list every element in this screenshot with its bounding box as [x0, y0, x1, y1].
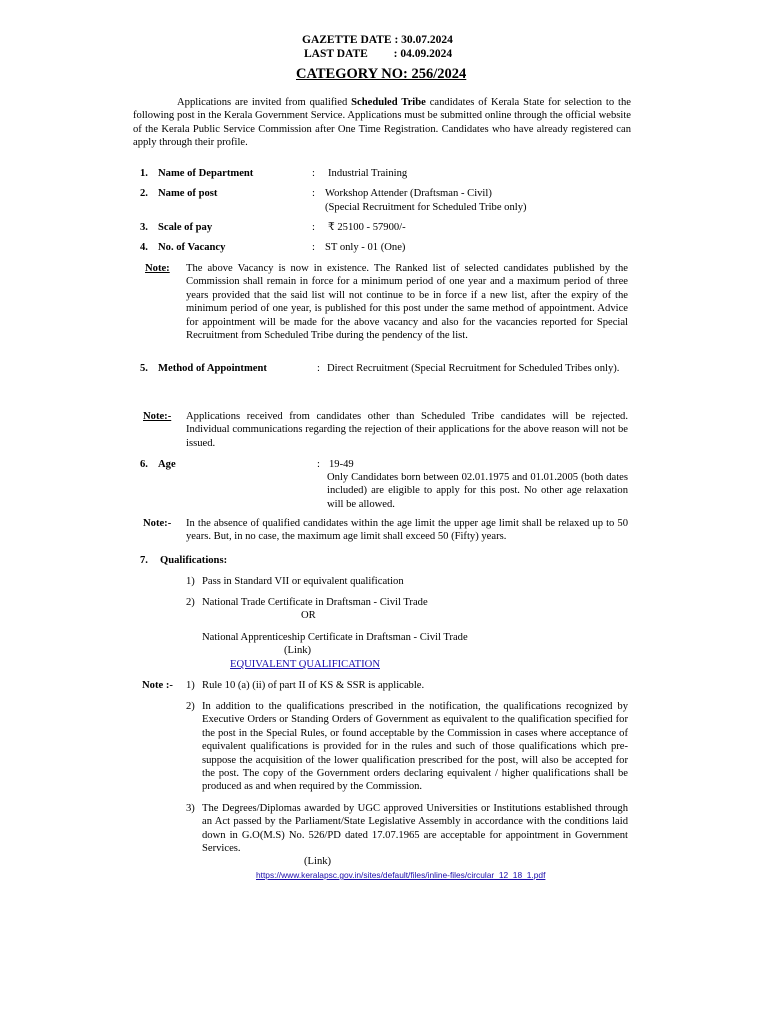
item-3-colon: :	[312, 222, 315, 233]
item-3-label: Scale of pay	[158, 222, 213, 233]
note-4-point-2: In addition to the qualifications prescribed in the notification, the qualifications recognized by Executive Orders or Standing Orders of Government as equivalent to the qualification specified for the post in the Special Rules, or found acceptable by the Commission in cases where acceptance of equivalent qualifications is provided for in the rules and such of those qualifications which pre-suppose the acquisition of the lower qualification prescribed for the post, will also be accepted for the post. The copy of the Government orders declaring equivalent / higher qualifications shall be produced as and when required by the Commission.	[202, 701, 628, 793]
intro-text-end: candidates of Kerala State for selection to the following post in the Kerala Government Service. Applications must be submitted online through the official website of the Kerala Public Service Commission after One Time Registration. Candidates who have already registered can apply through their profile.	[133, 97, 631, 149]
note-2-label: Note:-	[143, 411, 172, 422]
item-4-label: No. of Vacancy	[158, 242, 226, 253]
item-7-number: 7.	[140, 555, 148, 566]
note-4-point-3-number: 3)	[186, 803, 195, 814]
qualification-2: National Trade Certificate in Draftsman - Civil Trade	[202, 597, 428, 608]
note-1-label: Note:	[145, 263, 170, 274]
item-2-value-note: (Special Recruitment for Scheduled Tribe only)	[325, 202, 527, 213]
item-3-number: 3.	[140, 222, 148, 233]
category-number: CATEGORY NO: 256/2024	[296, 66, 467, 82]
item-2-value: Workshop Attender (Draftsman - Civil)	[325, 188, 492, 199]
item-4-number: 4.	[140, 242, 148, 253]
item-5-label: Method of Appointment	[158, 363, 267, 374]
item-3-value: ₹ 25100 - 57900/-	[328, 222, 406, 233]
item-6-number: 6.	[140, 459, 148, 470]
circular-pdf-link[interactable]: https://www.keralapsc.gov.in/sites/default/files/inline-files/circular_12_18_1.pdf	[256, 870, 546, 880]
item-2-colon: :	[312, 188, 315, 199]
item-4-value: ST only - 01 (One)	[325, 242, 406, 253]
item-1-value: Industrial Training	[328, 168, 408, 179]
item-5-value: Direct Recruitment (Special Recruitment for Scheduled Tribes only).	[327, 363, 620, 374]
item-6-value: 19-49	[329, 459, 354, 470]
qualification-or: OR	[301, 610, 316, 621]
note-2-text: Applications received from candidates other than Scheduled Tribe candidates will be rejected. Individual communications regarding the rejection of their applications for the above reason will not be issued.	[186, 411, 628, 449]
item-2-number: 2.	[140, 188, 148, 199]
note-4-label: Note :-	[142, 680, 173, 691]
note-4-point-2-number: 2)	[186, 701, 195, 712]
item-1-number: 1.	[140, 168, 148, 179]
note-4-point-1-number: 1)	[186, 680, 195, 691]
qualification-2-number: 2)	[186, 597, 195, 608]
item-5-number: 5.	[140, 363, 148, 374]
note-1-text: The above Vacancy is now in existence. The Ranked list of selected candidates published by the Commission shall remain in force for a minimum period of one year and a maximum period of three years provided that the said list will not continue to be in force if a new list, after the expiry of the minimum period of one year, is published for this post under the same method of appointment. Advice for appointment will be made for the above vacancy and also for the vacancies reported for Special Recruitment from Scheduled Tribe during the pendency of the list.	[186, 263, 628, 342]
qualification-1: Pass in Standard VII or equivalent qualification	[202, 576, 404, 587]
item-2-label: Name of post	[158, 188, 218, 199]
note-3-text: In the absence of qualified candidates within the age limit the upper age limit shall be relaxed up to 50 years. But, in no case, the maximum age limit shall exceed 50 (Fifty) years.	[186, 518, 628, 543]
note-4-point-3: The Degrees/Diplomas awarded by UGC approved Universities or Institutions established through an Act passed by the Parliament/State Legislative Assembly in accordance with the conditions laid down in G.O(M.S) No. 526/PD dated 17.07.1965 are acceptable for appointment in Government Services.	[202, 803, 628, 855]
intro-bold-term: Scheduled Tribe	[351, 97, 426, 108]
intro-paragraph	[133, 96, 631, 150]
item-4-colon: :	[312, 242, 315, 253]
note-3-label: Note:-	[143, 518, 172, 529]
item-5-colon: :	[317, 363, 320, 374]
item-6-colon: :	[317, 459, 320, 470]
equivalent-qualification-link[interactable]: EQUIVALENT QUALIFICATION	[230, 659, 380, 670]
note-4-point-1: Rule 10 (a) (ii) of part II of KS & SSR is applicable.	[202, 680, 425, 691]
qualification-link-label: (Link)	[284, 645, 312, 656]
intro-text-start: Applications are invited from qualified	[177, 97, 352, 108]
last-date: LAST DATE : 04.09.2024	[304, 48, 453, 60]
qualification-2-alternative: National Apprenticeship Certificate in Draftsman - Civil Trade	[202, 632, 468, 643]
item-6-label: Age	[158, 459, 176, 470]
item-7-label: Qualifications:	[160, 555, 228, 566]
gazette-date: GAZETTE DATE : 30.07.2024	[302, 34, 453, 46]
qualification-1-number: 1)	[186, 576, 195, 587]
item-1-colon: :	[312, 168, 315, 179]
item-1-label: Name of Department	[158, 168, 254, 179]
item-6-detail: Only Candidates born between 02.01.1975 and 01.01.2005 (both dates included) are eligible to apply for this post. No other age relaxation will be allowed.	[327, 472, 628, 510]
note-4-link-label: (Link)	[304, 856, 332, 867]
